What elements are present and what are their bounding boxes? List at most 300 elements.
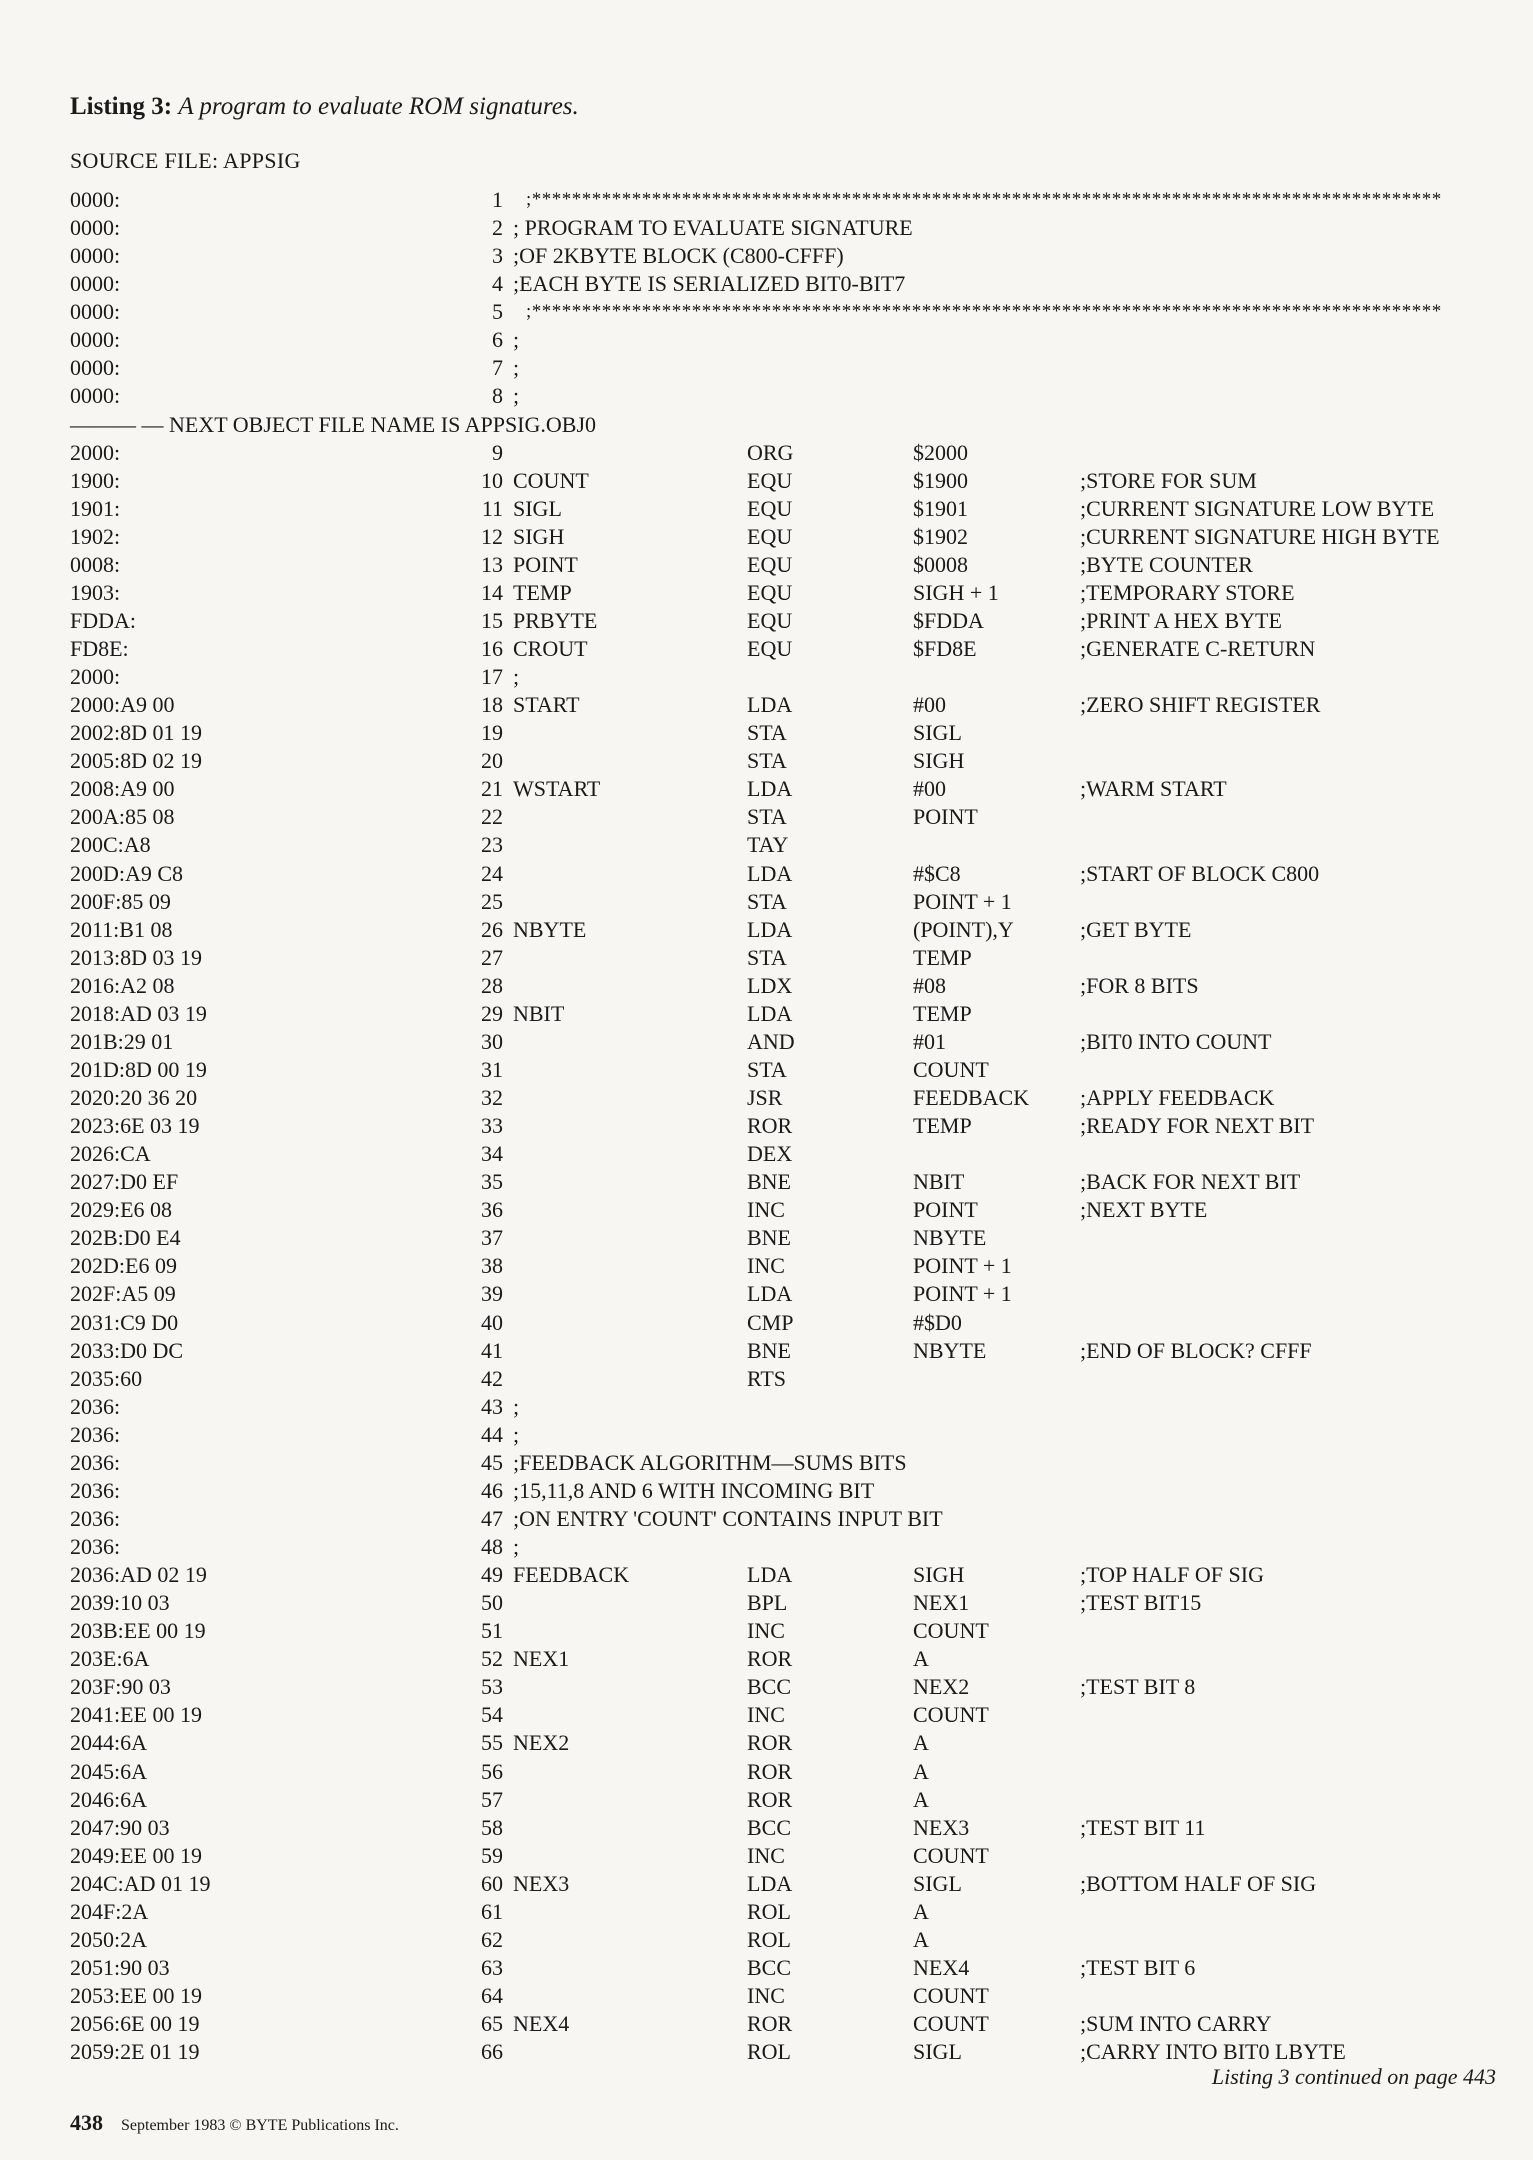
- line-opcode: LDA: [747, 1000, 793, 1026]
- line-comment: ;TEST BIT 6: [1080, 1954, 1196, 1980]
- line-operand: A: [913, 1926, 929, 1952]
- line-comment: ;END OF BLOCK? CFFF: [1080, 1337, 1312, 1363]
- line-number: 27: [481, 944, 503, 970]
- line-number: 62: [481, 1926, 503, 1952]
- line-opcode: BCC: [747, 1814, 792, 1840]
- line-number: 31: [481, 1056, 503, 1082]
- listing-label: Listing 3:: [70, 93, 173, 120]
- line-number: 16: [481, 636, 503, 661]
- comment-text: ;: [513, 383, 520, 409]
- line-number: 43: [481, 1393, 503, 1419]
- line-opcode: STA: [747, 944, 787, 970]
- line-operand: FEEDBACK: [913, 1085, 1030, 1110]
- line-number: 49: [481, 1562, 503, 1588]
- line-comment: ;TEST BIT15: [1080, 1590, 1202, 1616]
- listing-line: [70, 2038, 1500, 2066]
- line-address: 2056:6E 00 19: [70, 2011, 200, 2037]
- listing-line: [70, 1701, 1500, 1729]
- line-number: 26: [481, 916, 503, 942]
- line-number: 28: [481, 972, 503, 998]
- line-number: 15: [481, 607, 503, 633]
- page-number: 438: [70, 2110, 103, 2135]
- line-number: 4: [492, 271, 503, 297]
- line-opcode: CMP: [747, 1309, 794, 1335]
- listing-line: [70, 1421, 1500, 1449]
- line-address: 2036:: [70, 1421, 121, 1447]
- line-opcode: LDA: [747, 1870, 793, 1896]
- line-number: 44: [481, 1421, 503, 1447]
- line-label: SIGL: [513, 495, 562, 521]
- listing-line: [70, 1954, 1500, 1982]
- listing-line: [70, 860, 1500, 888]
- line-number: 22: [481, 804, 503, 830]
- line-label: NBYTE: [513, 916, 587, 942]
- line-address: 2053:EE 00 19: [70, 1983, 202, 2008]
- line-operand: $1900: [913, 467, 968, 493]
- line-operand: NEX4: [913, 1954, 970, 1980]
- listing-line: [70, 439, 1500, 467]
- line-address: 0000:: [70, 355, 121, 381]
- line-opcode: INC: [747, 1253, 785, 1279]
- line-comment: ;TEST BIT 11: [1080, 1814, 1206, 1840]
- line-opcode: LDA: [747, 860, 793, 886]
- line-number: 45: [481, 1449, 503, 1475]
- line-comment: ;CURRENT SIGNATURE HIGH BYTE: [1080, 523, 1440, 549]
- listing-line: [70, 495, 1500, 523]
- comment-text: ; PROGRAM TO EVALUATE SIGNATURE: [513, 215, 913, 241]
- listing-line: [70, 1393, 1500, 1421]
- line-number: 30: [481, 1028, 503, 1054]
- line-opcode: STA: [747, 804, 787, 830]
- line-comment: ;BOTTOM HALF OF SIG: [1080, 1870, 1317, 1896]
- line-opcode: EQU: [747, 495, 793, 521]
- line-address: 2036:: [70, 1505, 121, 1531]
- listing-line: [70, 382, 1500, 410]
- line-opcode: EQU: [747, 467, 793, 493]
- line-comment: ;CARRY INTO BIT0 LBYTE: [1080, 2039, 1346, 2065]
- line-address: 203B:EE 00 19: [70, 1618, 206, 1644]
- line-number: 21: [481, 776, 503, 802]
- line-operand: #00: [913, 776, 946, 802]
- source-file-line: SOURCE FILE: APPSIG: [70, 148, 301, 173]
- line-number: 59: [481, 1842, 503, 1868]
- line-address: 2018:AD 03 19: [70, 1000, 207, 1026]
- listing-line: [70, 1533, 1500, 1561]
- line-operand: SIGL: [913, 2039, 962, 2065]
- listing-line: [70, 523, 1500, 551]
- line-address: 2049:EE 00 19: [70, 1842, 202, 1868]
- line-operand: COUNT: [913, 1842, 989, 1868]
- listing-line: [70, 2010, 1500, 2038]
- line-opcode: ROR: [747, 1646, 793, 1672]
- line-number: 38: [481, 1253, 503, 1279]
- line-operand: COUNT: [913, 2011, 989, 2037]
- listing-line: [70, 607, 1500, 635]
- line-opcode: LDX: [747, 972, 793, 998]
- listing-line: [70, 1982, 1500, 2010]
- line-operand: POINT + 1: [913, 888, 1012, 914]
- line-address: 203E:6A: [70, 1646, 150, 1672]
- line-comment: ;TEST BIT 8: [1080, 1674, 1196, 1700]
- line-number: 18: [481, 692, 503, 718]
- line-opcode: TAY: [747, 832, 789, 858]
- line-operand: A: [913, 1730, 929, 1756]
- listing-line: [70, 551, 1500, 579]
- line-opcode: ROR: [747, 1730, 793, 1756]
- line-label: POINT: [513, 551, 578, 577]
- listing-line: [70, 242, 1500, 270]
- line-number: 11: [481, 495, 503, 521]
- listing-line: [70, 1196, 1500, 1224]
- line-address: 2036:: [70, 1477, 121, 1503]
- line-number: 6: [492, 327, 503, 353]
- line-number: 29: [481, 1000, 503, 1026]
- line-address: 2033:D0 DC: [70, 1337, 184, 1363]
- listing-line: [70, 326, 1500, 354]
- line-address: 2005:8D 02 19: [70, 748, 202, 774]
- listing-line: [70, 1365, 1500, 1393]
- line-opcode: EQU: [747, 607, 793, 633]
- line-operand: A: [913, 1758, 929, 1784]
- line-operand: POINT: [913, 1197, 978, 1223]
- line-opcode: LDA: [747, 1281, 793, 1307]
- line-opcode: BNE: [747, 1225, 791, 1251]
- line-comment: ;BYTE COUNTER: [1080, 551, 1253, 577]
- line-label: PRBYTE: [513, 607, 598, 633]
- line-label: NEX1: [513, 1646, 570, 1672]
- line-address: 2036:: [70, 1393, 121, 1419]
- line-address: 0000:: [70, 243, 121, 269]
- line-operand: A: [913, 1646, 929, 1672]
- comment-text: ;: [513, 327, 520, 353]
- line-operand: $1901: [913, 495, 968, 521]
- listing-line: [70, 1337, 1500, 1365]
- line-operand: COUNT: [913, 1702, 989, 1728]
- comment-text: ;: [513, 355, 520, 381]
- listing-line: [70, 579, 1500, 607]
- line-number: 36: [481, 1197, 503, 1223]
- line-number: 56: [481, 1758, 503, 1784]
- line-comment: ;BIT0 INTO COUNT: [1080, 1028, 1272, 1054]
- line-address: 0000:: [70, 187, 121, 212]
- line-opcode: BCC: [747, 1674, 792, 1700]
- line-address: 2031:C9 D0: [70, 1309, 179, 1335]
- line-comment: ;PRINT A HEX BYTE: [1080, 607, 1282, 633]
- line-number: 57: [481, 1786, 503, 1812]
- line-opcode: LDA: [747, 1562, 793, 1588]
- line-number: 53: [481, 1674, 503, 1700]
- line-address: 2036:: [70, 1534, 121, 1559]
- line-number: 58: [481, 1814, 503, 1840]
- line-comment: ;ZERO SHIFT REGISTER: [1080, 692, 1321, 718]
- line-opcode: BPL: [747, 1590, 788, 1616]
- line-opcode: LDA: [747, 916, 793, 942]
- line-address: 2050:2A: [70, 1926, 147, 1952]
- listing-line: [70, 1926, 1500, 1954]
- line-address: 2000:A9 00: [70, 692, 175, 718]
- line-address: 1901:: [70, 495, 121, 521]
- line-number: 32: [481, 1085, 503, 1110]
- line-opcode: BNE: [747, 1337, 791, 1363]
- line-address: 201D:8D 00 19: [70, 1056, 207, 1082]
- line-address: 2039:10 03: [70, 1590, 170, 1616]
- line-number: 24: [481, 860, 503, 886]
- line-number: 25: [481, 888, 503, 914]
- listing-line: [70, 1589, 1500, 1617]
- line-address: 2013:8D 03 19: [70, 944, 202, 970]
- line-number: 54: [481, 1702, 503, 1728]
- line-comment: ;TOP HALF OF SIG: [1080, 1562, 1264, 1588]
- line-address: 2036:AD 02 19: [70, 1562, 207, 1588]
- line-address: 2011:B1 08: [70, 916, 173, 942]
- line-opcode: ROR: [747, 1758, 793, 1784]
- line-label: SIGH: [513, 523, 565, 549]
- line-address: 202B:D0 E4: [70, 1225, 181, 1251]
- line-label: WSTART: [513, 776, 601, 802]
- line-operand: NBYTE: [913, 1337, 987, 1363]
- line-operand: #$C8: [913, 860, 961, 886]
- line-opcode: STA: [747, 748, 787, 774]
- line-label: ;FEEDBACK ALGORITHM—SUMS BITS: [513, 1449, 907, 1475]
- line-opcode: STA: [747, 1056, 787, 1082]
- line-operand: SIGH + 1: [913, 579, 999, 605]
- line-operand: #$D0: [913, 1309, 962, 1335]
- line-opcode: ROR: [747, 1786, 793, 1812]
- listing-line: [70, 1056, 1500, 1084]
- line-opcode: EQU: [747, 551, 793, 577]
- line-number: 51: [481, 1618, 503, 1644]
- line-operand: POINT + 1: [913, 1253, 1012, 1279]
- line-number: 9: [492, 439, 503, 465]
- line-opcode: BNE: [747, 1169, 791, 1195]
- line-number: 35: [481, 1169, 503, 1195]
- line-operand: NBYTE: [913, 1225, 987, 1251]
- line-operand: NEX2: [913, 1674, 970, 1700]
- line-comment: ;NEXT BYTE: [1080, 1197, 1208, 1223]
- line-label: ;15,11,8 AND 6 WITH INCOMING BIT: [513, 1477, 875, 1503]
- line-opcode: EQU: [747, 523, 793, 549]
- line-address: 2036:: [70, 1449, 121, 1475]
- listing-line: [70, 1140, 1500, 1168]
- line-address: 2041:EE 00 19: [70, 1702, 202, 1728]
- line-operand: NEX3: [913, 1814, 970, 1840]
- listing-line: [70, 186, 1500, 214]
- line-address: 0008:: [70, 551, 121, 577]
- line-operand: A: [913, 1786, 929, 1812]
- line-number: 3: [492, 243, 503, 269]
- listing-line: [70, 1617, 1500, 1645]
- listing-line: [70, 691, 1500, 719]
- publication-credit: September 1983 © BYTE Publications Inc.: [121, 2117, 399, 2134]
- line-operand: SIGH: [913, 748, 965, 774]
- line-number: 33: [481, 1113, 503, 1139]
- line-number: 10: [481, 467, 503, 493]
- listing-line: [70, 298, 1500, 326]
- comment-rule: ;*******************************************************************************************: [526, 301, 1442, 323]
- listing-heading: [70, 93, 579, 121]
- line-operand: A: [913, 1898, 929, 1924]
- line-operand: #01: [913, 1028, 946, 1054]
- line-opcode: INC: [747, 1983, 785, 2008]
- line-number: 2: [492, 215, 503, 241]
- line-comment: ;TEMPORARY STORE: [1080, 579, 1295, 605]
- line-number: 40: [481, 1309, 503, 1335]
- line-address: 0000:: [70, 327, 121, 353]
- line-opcode: ROR: [747, 2011, 793, 2037]
- line-opcode: DEX: [747, 1141, 793, 1167]
- line-address: FDDA:: [70, 607, 137, 633]
- listing-line: [70, 1561, 1500, 1589]
- line-opcode: INC: [747, 1618, 785, 1644]
- line-address: 202F:A5 09: [70, 1281, 176, 1307]
- line-number: 48: [481, 1534, 503, 1559]
- line-operand: POINT + 1: [913, 1281, 1012, 1307]
- line-operand: $2000: [913, 439, 968, 465]
- line-operand: #08: [913, 972, 946, 998]
- line-address: 1903:: [70, 579, 121, 605]
- listing-line: [70, 635, 1500, 663]
- line-number: 64: [481, 1983, 503, 2008]
- line-number: 52: [481, 1646, 503, 1672]
- line-operand: COUNT: [913, 1056, 989, 1082]
- line-address: 2044:6A: [70, 1730, 147, 1756]
- line-opcode: JSR: [747, 1085, 783, 1110]
- line-number: 34: [481, 1141, 503, 1167]
- object-file-note: ——— — NEXT OBJECT FILE NAME IS APPSIG.OBJ0: [70, 411, 597, 437]
- page-folio: [70, 2110, 399, 2136]
- line-opcode: ROR: [747, 1113, 793, 1139]
- line-address: 0000:: [70, 271, 121, 297]
- line-address: 200D:A9 C8: [70, 860, 184, 886]
- comment-text: ;EACH BYTE IS SERIALIZED BIT0-BIT7: [513, 271, 906, 297]
- listing-line: [70, 888, 1500, 916]
- line-address: 2026:CA: [70, 1141, 151, 1167]
- listing-line: [70, 916, 1500, 944]
- listing-line: [70, 1842, 1500, 1870]
- listing-line: [70, 1028, 1500, 1056]
- listing-line: [70, 1477, 1500, 1505]
- line-operand: #00: [913, 692, 946, 718]
- line-number: 66: [481, 2039, 503, 2065]
- line-comment: ;FOR 8 BITS: [1080, 972, 1199, 998]
- line-number: 12: [481, 523, 503, 549]
- line-address: 2059:2E 01 19: [70, 2039, 200, 2065]
- line-address: 0000:: [70, 215, 121, 241]
- line-label: NEX3: [513, 1870, 570, 1896]
- listing-line: [70, 467, 1500, 495]
- line-label: CROUT: [513, 636, 588, 661]
- line-operand: TEMP: [913, 944, 972, 970]
- listing-line: [70, 803, 1500, 831]
- listing-line: [70, 1786, 1500, 1814]
- listing-line: [70, 214, 1500, 242]
- line-operand: $FD8E: [913, 636, 977, 661]
- line-operand: TEMP: [913, 1000, 972, 1026]
- line-comment: ;WARM START: [1080, 776, 1227, 802]
- listing-line: [70, 1000, 1500, 1028]
- line-address: 2016:A2 08: [70, 972, 175, 998]
- line-number: 1: [492, 187, 503, 212]
- listing-line: [70, 1645, 1500, 1673]
- listing-line: [70, 1814, 1500, 1842]
- line-number: 55: [481, 1730, 503, 1756]
- line-label: FEEDBACK: [513, 1562, 630, 1588]
- line-address: 2000:: [70, 664, 121, 690]
- line-number: 39: [481, 1281, 503, 1307]
- listing-line: [70, 411, 1500, 439]
- listing-line: [70, 1673, 1500, 1701]
- line-number: 7: [492, 355, 503, 381]
- line-comment: ;READY FOR NEXT BIT: [1080, 1113, 1315, 1139]
- line-number: 42: [481, 1365, 503, 1391]
- line-opcode: RTS: [747, 1365, 787, 1391]
- listing-line: [70, 354, 1500, 382]
- listing-line: [70, 1084, 1500, 1112]
- line-opcode: STA: [747, 888, 787, 914]
- line-operand: COUNT: [913, 1618, 989, 1644]
- line-comment: ;BACK FOR NEXT BIT: [1080, 1169, 1301, 1195]
- listing-line: [70, 1112, 1500, 1140]
- listing-line: [70, 1449, 1500, 1477]
- listing-line: [70, 1280, 1500, 1308]
- listing-line: [70, 1224, 1500, 1252]
- line-address: 203F:90 03: [70, 1674, 171, 1700]
- line-label: START: [513, 692, 580, 718]
- listing-caption: A program to evaluate ROM signatures.: [178, 93, 579, 120]
- line-address: 202D:E6 09: [70, 1253, 177, 1279]
- listing-line: [70, 1870, 1500, 1898]
- line-label: NEX2: [513, 1730, 570, 1756]
- line-comment: ;GENERATE C-RETURN: [1080, 636, 1316, 661]
- line-address: 2027:D0 EF: [70, 1169, 179, 1195]
- line-operand: NEX1: [913, 1590, 970, 1616]
- line-opcode: INC: [747, 1702, 785, 1728]
- line-operand: SIGL: [913, 1870, 962, 1896]
- line-opcode: LDA: [747, 776, 793, 802]
- line-address: FD8E:: [70, 636, 129, 661]
- line-comment: ;SUM INTO CARRY: [1080, 2011, 1272, 2037]
- line-address: 2002:8D 01 19: [70, 720, 202, 746]
- line-address: 2008:A9 00: [70, 776, 175, 802]
- line-operand: SIGL: [913, 720, 962, 746]
- line-label: ;: [513, 664, 520, 690]
- listing-line: [70, 663, 1500, 691]
- line-comment: ;APPLY FEEDBACK: [1080, 1085, 1275, 1110]
- line-address: 2046:6A: [70, 1786, 147, 1812]
- line-operand: POINT: [913, 804, 978, 830]
- line-address: 204F:2A: [70, 1898, 149, 1924]
- line-opcode: ROL: [747, 1898, 791, 1924]
- listing-line: [70, 1505, 1500, 1533]
- line-address: 2020:20 36 20: [70, 1085, 198, 1110]
- line-opcode: ROL: [747, 2039, 791, 2065]
- line-operand: (POINT),Y: [913, 916, 1014, 942]
- line-comment: ;GET BYTE: [1080, 916, 1192, 942]
- line-number: 50: [481, 1590, 503, 1616]
- listing-line: [70, 775, 1500, 803]
- line-label: ;ON ENTRY 'COUNT' CONTAINS INPUT BIT: [513, 1505, 943, 1531]
- line-number: 17: [481, 664, 503, 690]
- listing-line: [70, 944, 1500, 972]
- line-number: 20: [481, 748, 503, 774]
- line-opcode: LDA: [747, 692, 793, 718]
- line-number: 46: [481, 1477, 503, 1503]
- line-operand: $1902: [913, 523, 968, 549]
- line-number: 63: [481, 1954, 503, 1980]
- line-address: 2035:60: [70, 1365, 143, 1391]
- line-address: 201B:29 01: [70, 1028, 174, 1054]
- continued-note: Listing 3 continued on page 443: [1211, 2064, 1496, 2089]
